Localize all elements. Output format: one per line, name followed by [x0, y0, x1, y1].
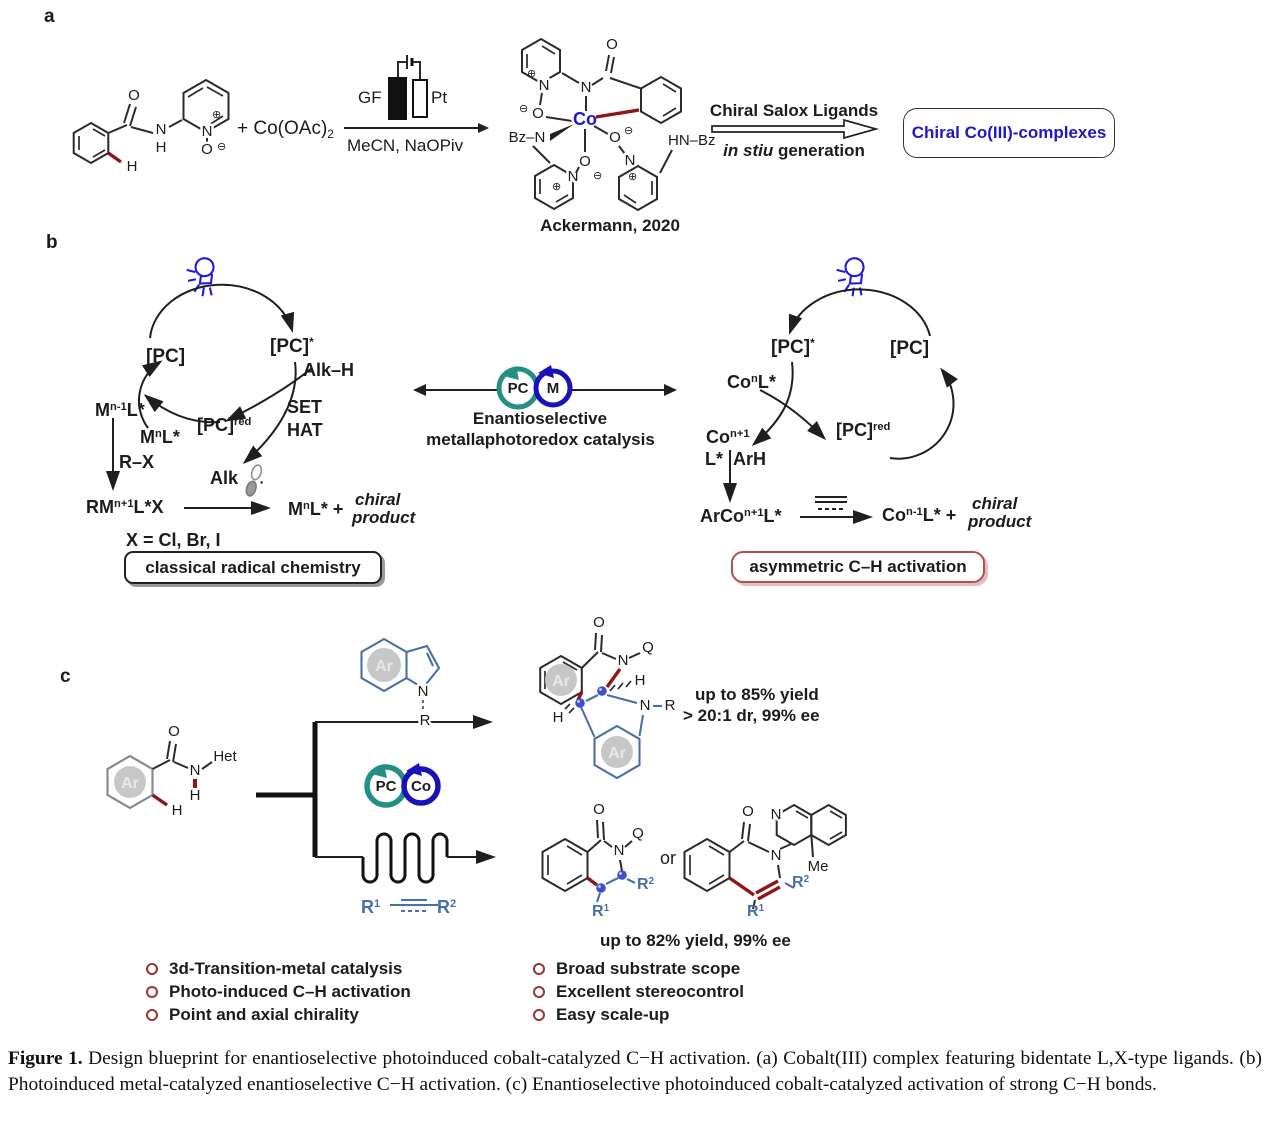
- o-label: O: [593, 614, 605, 631]
- arh-label: ArH: [733, 449, 767, 469]
- electrochemical-cell-icon: [350, 48, 460, 128]
- n-label: N: [613, 842, 625, 859]
- amide-h-label: H: [155, 139, 167, 156]
- o-label: O: [609, 129, 621, 146]
- bz-amidate-left-ligand: [509, 124, 579, 209]
- n-label: N: [580, 79, 592, 96]
- indole-pyrrole-ring: [407, 646, 440, 688]
- o-label: O: [168, 723, 180, 740]
- m-icon-label: M: [546, 380, 560, 397]
- platinum-electrode-icon: [413, 80, 427, 117]
- h-label: H: [189, 787, 201, 804]
- bullet-point-axial-chirality: [146, 1004, 359, 1026]
- chiral-complex-result-box: [903, 108, 1115, 158]
- bullet-stereocontrol: [533, 981, 744, 1003]
- cycle-arc-top: [150, 285, 292, 338]
- amide-group: [108, 87, 166, 156]
- pc-ground-label: [PC]: [146, 346, 186, 367]
- bullet-text: Point and axial chirality: [169, 1005, 359, 1024]
- r2-label-product-b: $R^2$: [792, 873, 810, 891]
- pyrrolidine-ring: [581, 695, 676, 737]
- rm-intermediate-label: $RM^{n+1}L*X$: [86, 497, 164, 517]
- metal-n-label: $M^nL*$: [140, 427, 180, 447]
- isoquinolinone-product-structure: [672, 785, 892, 935]
- pyridine-n-oxide-ring: [169, 80, 229, 158]
- bottom-oxide-ligand: [576, 129, 602, 182]
- n-label: N: [567, 168, 579, 185]
- ar-label: Ar: [552, 673, 570, 690]
- quinoline-n-label: N: [770, 806, 782, 823]
- bullet-icon: [146, 1009, 158, 1021]
- pc-ground-label-right: [PC]: [890, 338, 930, 359]
- metallaphotoredox-icon: [492, 360, 587, 416]
- ch-bond-red: [153, 795, 168, 805]
- light-bulb-icon: [184, 256, 219, 299]
- amide-group: [153, 723, 238, 804]
- minus-charge-icon: ⊖: [593, 170, 603, 182]
- bullet-icon: [533, 963, 545, 975]
- ortho-h-label: H: [171, 802, 183, 819]
- top-left-pyridinium-oxide-ligand: [519, 39, 572, 122]
- n2-label: N: [639, 697, 651, 714]
- bullet-photo-induced: [146, 981, 411, 1003]
- alkyne-alkene-icon: [815, 497, 847, 509]
- ortho-h-label: H: [126, 158, 138, 175]
- n-label: N: [538, 77, 550, 94]
- in-situ-generation-label: [700, 141, 888, 161]
- r1-substituent-label: $R^1$: [361, 897, 381, 917]
- panel-b-label: b: [46, 232, 58, 253]
- alk-radical-label: Alk: [210, 468, 239, 488]
- panel-c-label: c: [60, 666, 71, 687]
- r-label: R: [664, 697, 676, 714]
- figure-caption-text: Design blueprint for enantioselective photoinduced cobalt-catalyzed C−H activation. (a) Cobalt(III) complex featuring bidentate L,X-type ligands. (b) Photoinduced metal-catalyzed enantioselective C−H activation. (c) Enantioselective photoinduced cobalt-catalyzed activation of strong C−H bonds.: [8, 1048, 1262, 1095]
- hn-bz-label: HN–Bz: [668, 132, 716, 149]
- carbonyl-o-label: O: [128, 87, 140, 104]
- flow-coil-icon: [363, 834, 447, 882]
- benzo-ring: [543, 839, 588, 891]
- plus-charge-icon: ⊕: [212, 109, 222, 121]
- halide-definition-label: X = Cl, Br, I: [126, 530, 221, 550]
- pyridinium-n-label: N: [201, 123, 213, 140]
- cobalt-arrow-in: [760, 390, 824, 438]
- chiral-label-left: chiral: [355, 490, 401, 509]
- bullet-scale-up: [533, 1004, 669, 1026]
- stereocenter-dot: [596, 883, 606, 893]
- q-label: Q: [642, 639, 654, 656]
- result-box-text: Chiral Co(III)-complexes: [911, 123, 1107, 142]
- bottom-yield-label: up to 82% yield, 99% ee: [600, 931, 791, 950]
- ligand-star-label: L*: [705, 449, 723, 469]
- ar-label: Ar: [121, 775, 139, 792]
- salox-ligand-label: Chiral Salox Ligands: [709, 101, 879, 120]
- h-wedge-label: H: [552, 709, 564, 726]
- or-label: or: [660, 848, 677, 868]
- bullet-icon: [533, 1009, 545, 1021]
- ar-label: Ar: [375, 658, 393, 675]
- plus-charge-icon: ⊕: [527, 68, 537, 80]
- cobalt-n-label: Co$^n$L*: [727, 372, 776, 392]
- alkyne-alkene-bond-icon: [388, 896, 440, 918]
- r1-label-product-b: $R^1$: [747, 902, 765, 920]
- oxide-o-label: O: [201, 141, 213, 158]
- aryl-cobalt-label: ArCo$^{n+1}$L*: [700, 506, 782, 526]
- r2-label-product-a: $R^2$: [637, 875, 655, 893]
- stereocenter-dot: [617, 870, 627, 880]
- minus-charge-icon: ⊖: [217, 141, 227, 153]
- hat-label: HAT: [287, 420, 323, 440]
- set-label: SET: [287, 397, 323, 417]
- metal-product-label: $M^nL*$ +: [288, 499, 344, 519]
- amide-n-label: N: [155, 121, 167, 138]
- enantioselective-label: Enantioselective: [472, 409, 608, 428]
- bullet-icon: [533, 986, 545, 998]
- classical-box-text: classical radical chemistry: [145, 557, 361, 577]
- gf-electrode-label: GF: [358, 88, 382, 107]
- stereocenter-dot: [597, 686, 607, 696]
- fused-tricyclic-product-structure: [530, 605, 700, 795]
- top-yield-line2: > 20:1 dr, 99% ee: [683, 706, 820, 725]
- o-label: O: [532, 105, 544, 122]
- light-bulb-icon: [834, 256, 869, 299]
- n-label: N: [417, 683, 429, 700]
- o-label: O: [606, 36, 618, 53]
- metallaphotoredox-label: metallaphotoredox catalysis: [426, 430, 655, 449]
- cobalt-product-label: $Co^{n-1}L*$ +: [882, 505, 957, 525]
- bullet-broad-scope: [533, 958, 740, 980]
- photoredox-cobalt-icon: [358, 758, 463, 816]
- stereocenter-dot: [575, 698, 585, 708]
- n-label: N: [617, 652, 629, 669]
- n-label: N: [189, 762, 201, 779]
- product-label-left: product: [352, 508, 416, 527]
- cycle-arc-right: [890, 370, 954, 459]
- generation-rest: generation: [773, 141, 865, 160]
- pc-excited-label: [PC]*: [270, 335, 314, 357]
- pc-icon-label: PC: [375, 778, 397, 795]
- n-label: N: [624, 152, 636, 169]
- panel-a-label: a: [44, 6, 55, 27]
- substrate-benzamide-pyridine-oxide-structure: [60, 70, 240, 190]
- quinoline-substituent: [771, 805, 846, 875]
- metal-n-minus-1-label: $M^{n-1}L*$: [95, 400, 145, 420]
- amide-substrate-structure: [95, 715, 265, 835]
- classical-radical-chemistry-box: [124, 551, 382, 584]
- r1-label-product-a: $R^1$: [592, 902, 610, 920]
- minus-charge-icon: ⊖: [624, 125, 634, 137]
- asymmetric-ch-activation-box: [731, 551, 985, 583]
- chiral-label-right: chiral: [972, 494, 1018, 513]
- figure-caption: [8, 1046, 1262, 1097]
- bullet-text: Excellent stereocontrol: [556, 982, 745, 1001]
- cobalt-center-label: Co: [573, 109, 597, 129]
- bullet-icon: [146, 963, 158, 975]
- bullet-text: Broad substrate scope: [556, 959, 741, 978]
- o-label: O: [579, 153, 591, 170]
- bullet-icon: [146, 986, 158, 998]
- bullet-3d-transition-metal: [146, 958, 402, 980]
- plus-charge-icon: ⊕: [628, 171, 638, 183]
- radical-orbital-icon: [245, 464, 268, 499]
- pc-reduced-label-right: [PC]$^{red}$: [836, 420, 891, 440]
- benzo-ring: [685, 839, 730, 891]
- r-x-label: R–X: [119, 452, 155, 472]
- right-pyridinium-oxide-ligand: [594, 125, 716, 210]
- ortho-ch-bond: [108, 153, 137, 175]
- cobalt-n-plus-1-label: $Co^{n+1}$: [706, 427, 750, 447]
- asymmetric-box-text: asymmetric C–H activation: [749, 557, 967, 576]
- open-arrow-icon: [712, 120, 880, 140]
- het-label: Het: [213, 748, 237, 765]
- complex-reference: Ackermann, 2020: [540, 216, 680, 235]
- bz-n-label: Bz–N: [508, 129, 546, 146]
- in-situ-italic: in stiu: [723, 141, 774, 160]
- cobalt-acetate-reagent: + $Co(OAc)_2$: [237, 118, 334, 141]
- cobaltacycle-complex-structure: [500, 30, 715, 225]
- bullet-text: 3d-Transition-metal catalysis: [169, 959, 403, 978]
- r2-substituent-label: $R^2$: [437, 897, 457, 917]
- bullet-text: Easy scale-up: [556, 1005, 670, 1024]
- plus-charge-icon: ⊕: [552, 181, 562, 193]
- h-wedge-label: H: [634, 672, 646, 689]
- product-label-right: product: [968, 512, 1032, 531]
- o-label: O: [593, 801, 605, 818]
- top-yield-line1: up to 85% yield: [695, 685, 819, 704]
- minus-charge-icon: ⊖: [519, 103, 529, 115]
- reaction-arrow-a: [340, 120, 492, 136]
- pc-reduced-label: [PC]$^{red}$: [197, 415, 252, 435]
- bullet-text: Photo-induced C–H activation: [169, 982, 411, 1001]
- pc-icon-label: PC: [507, 380, 529, 397]
- pc-excited-label-right: [PC]*: [771, 336, 815, 358]
- o-label: O: [742, 803, 754, 820]
- r-label: R: [419, 712, 431, 729]
- ar-label: Ar: [608, 745, 626, 762]
- indole-partner-structure: [345, 628, 475, 743]
- reaction-conditions: MeCN, NaOPiv: [347, 136, 464, 155]
- cycle-arc-top: [790, 289, 930, 336]
- n-label: N: [770, 847, 782, 864]
- co-icon-label: Co: [411, 778, 431, 795]
- me-label: Me: [807, 858, 829, 875]
- benzene-ring: [74, 123, 109, 163]
- pt-electrode-label: Pt: [431, 88, 448, 107]
- q-label: Q: [632, 825, 644, 842]
- figure-caption-label: Figure 1.: [8, 1048, 83, 1069]
- graphite-felt-electrode-icon: [388, 77, 407, 120]
- alk-h-label: Alk–H: [303, 360, 355, 380]
